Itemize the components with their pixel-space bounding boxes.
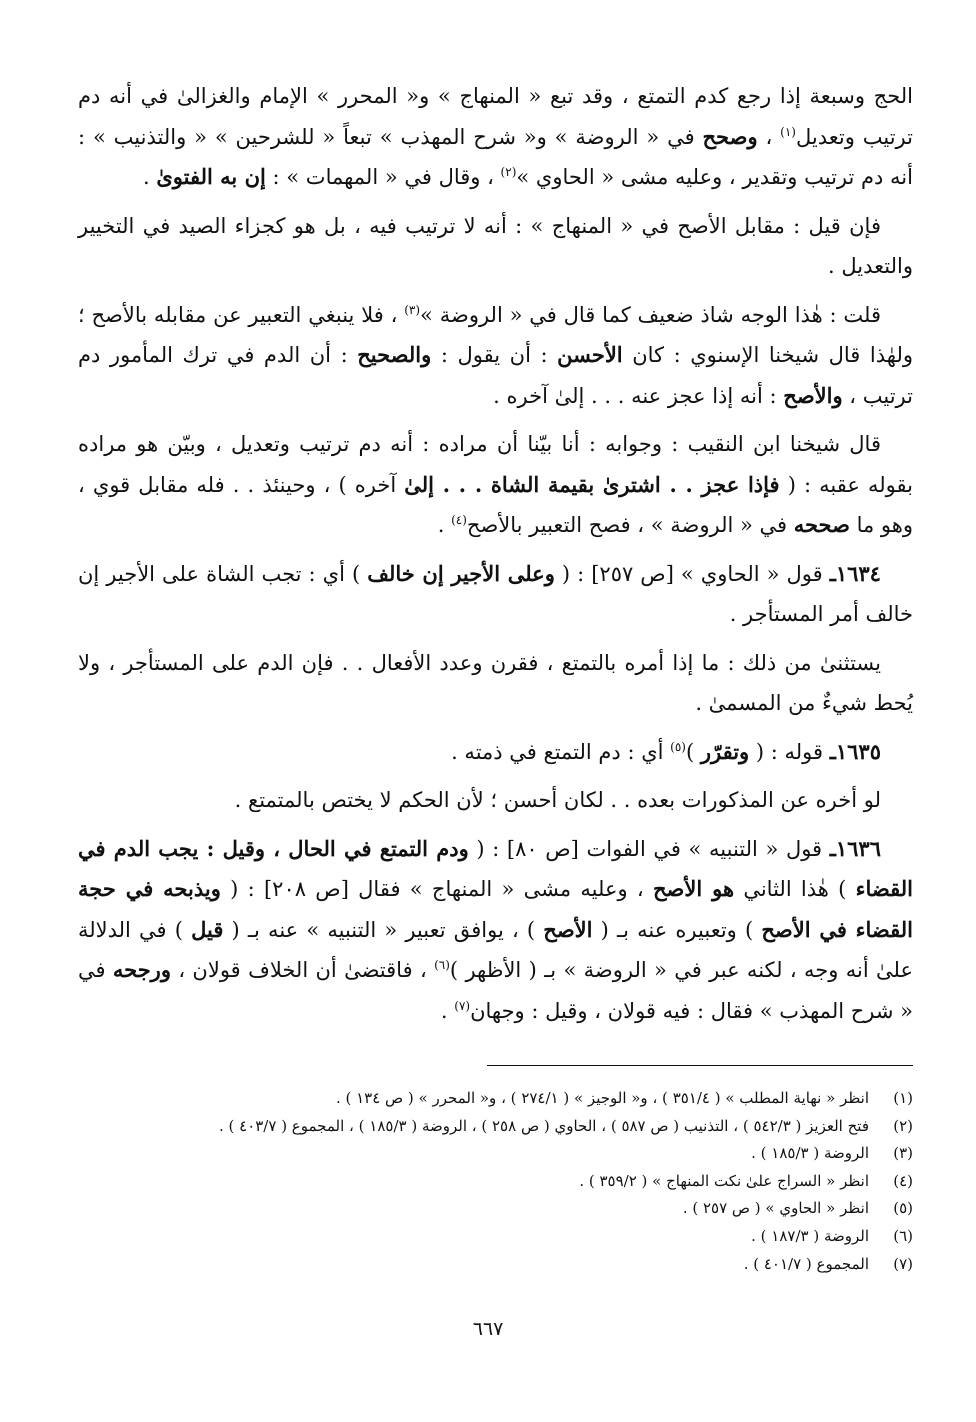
bold-text: والأصح [783, 382, 843, 408]
footnote-ref: (٤) [451, 513, 467, 527]
text-run: : أن الدم في ترك المأمور دم ترتيب ، [78, 343, 913, 408]
paragraph [78, 295, 913, 417]
text-run: ، وقال في « المهمات » : [265, 165, 501, 189]
footnote-number: (٧) [893, 1254, 913, 1273]
footnote-text: انظر « الحاوي » ( ص ٢٥٧ ) . [682, 1199, 869, 1218]
footnote-text: انظر « السراج علىٰ نكت المنهاج » ( ٣٥٩/٢ ) . [579, 1171, 869, 1190]
text-run: قلت : هٰذا الوجه شاذ ضعيف كما قال في « الروضة » [420, 302, 881, 327]
footnote-ref: (١) [780, 124, 796, 139]
text-run: ) هٰذا الثاني [734, 877, 856, 901]
footnote [78, 1113, 913, 1141]
text-run: . [143, 165, 157, 189]
text-run: في « شرح المهذب » فقال : فيه قولان ، وقيل : وجهان [78, 958, 913, 1023]
bold-text: ويذبحه في حجة القضاء في الأصح [78, 876, 913, 942]
bold-text: الأصح [543, 916, 593, 942]
footnote-ref: (٧) [454, 998, 471, 1013]
text-run: قول « التنبيه » في الفوات [ص ٨٠] : ( [468, 836, 830, 861]
text-run: فإن قيل : مقابل الأصح في « المنهاج » : أنه لا ترتيب فيه ، بل هو كجزاء الصيد في التخيير والتعديل . [78, 213, 913, 278]
footnote-text: الروضة ( ١٨٥/٣ ) . [751, 1144, 869, 1163]
bold-text: قيل [191, 916, 224, 942]
paragraph [78, 554, 913, 635]
footnotes [78, 1085, 913, 1278]
footnote-ref: (٢) [500, 165, 517, 179]
footnote [78, 1140, 913, 1168]
text-run: أي : دم التمتع في ذمته . [451, 739, 671, 764]
text-run: . [440, 998, 455, 1023]
page-number: ٦٦٧ [472, 1318, 504, 1340]
bold-text: والصحيح [357, 342, 432, 367]
text-run: ) ، يوافق تعبير « التنبيه » عنه بـ ( [223, 917, 544, 942]
footnote-number: (٤) [893, 1171, 913, 1190]
text-run: آخره ) ، وحينئذ . . فله مقابل قوي ، وهو ما [78, 472, 913, 537]
paragraph [78, 643, 913, 724]
footnote-ref: (٥) [670, 739, 686, 754]
bold-text: ١٦٣٥ـ [829, 738, 881, 764]
footnote [78, 1223, 913, 1251]
text-run: ) [685, 739, 701, 764]
footnote-number: (٣) [893, 1144, 913, 1163]
footnote-number: (٥) [893, 1199, 913, 1218]
text-run: يستثنىٰ من ذلك : ما إذا أمره بالتمتع ، فقرن وعدد الأفعال . . فإن الدم على المستأجر ، ولا يُحط شيءٌ من المسمىٰ . [78, 650, 913, 715]
bold-text: ودم التمتع في الحال ، وقيل : يجب الدم في القضاء [78, 835, 913, 901]
text-run: ، فلا ينبغي التعبير عن مقابله بالأصح ؛ ولهٰذا قال شيخنا الإسنوي : كان [78, 302, 913, 367]
text-run: لو أخره عن المذكورات بعده . . لكان أحسن ؛ لأن الحكم لا يختص بالمتمتع . [234, 788, 881, 812]
bold-text: ورجحه [112, 957, 171, 982]
text-run: : أن يقول : [431, 343, 558, 367]
text-run: الحج وسبعة إذا رجع كدم التمتع ، وقد تبع « المنهاج » و« المحرر » الإمام والغزالىٰ في أنه دم ترتيب وتعديل [78, 84, 913, 149]
paragraph [78, 780, 913, 821]
paragraph [78, 829, 913, 1032]
bold-text: ١٦٣٦ـ [829, 835, 881, 861]
text-run: . [437, 513, 452, 537]
paragraph [78, 732, 913, 773]
footnote-text: فتح العزيز ( ٥٤٢/٣ ) ، التذنيب ( ص ٥٨٧ ) ، الحاوي ( ص ٢٥٨ ) ، الروضة ( ١٨٥/٣ ) ، المجموع ( ٤٠٣/٧ ) . [218, 1116, 869, 1135]
text-run: في « الروضة » ، فصح التعبير بالأصح [466, 513, 794, 537]
main-text [78, 76, 913, 1031]
text-run: ) أي : تجب الشاة على الأجير إن خالف أمر المستأجر . [78, 561, 913, 626]
footnote-separator [487, 1065, 913, 1066]
bold-text: فإذا عجز . . اشترىٰ بقيمة الشاة . . . إلىٰ [404, 471, 780, 497]
footnote-text: الروضة ( ١٨٧/٣ ) . [751, 1226, 869, 1245]
text-run: ) في الدلالة علىٰ أنه وجه ، لكنه عبر في « الروضة » بـ ( الأظهر ) [78, 917, 913, 982]
footnote-text: المجموع ( ٤٠١/٧ ) . [743, 1254, 869, 1273]
bold-text: وعلى الأجير إن خالف [367, 560, 555, 586]
text-run: ، وعليه مشى « المنهاج » فقال [ص ٢٠٨] : ( [220, 877, 653, 901]
footnote [78, 1195, 913, 1223]
paragraph [78, 424, 913, 546]
text-run: قول « الحاوي » [ص ٢٥٧] : ( [554, 561, 830, 586]
footnote-number: (١) [893, 1089, 913, 1107]
text-run: ) وتعبيره عنه بـ ( [592, 917, 762, 942]
footnote [78, 1251, 913, 1279]
bold-text: وتقرّر [700, 738, 750, 764]
footnote-ref: (٣) [404, 302, 421, 317]
bold-text: إن به الفتوىٰ [156, 164, 266, 189]
text-run: قال شيخنا ابن النقيب : وجوابه : أنا بيّنا أن مراده : أنه دم ترتيب وتعديل ، وبيّن هو مراده بقوله عقبه : ( [78, 432, 913, 497]
footnote [78, 1085, 913, 1113]
text-run: قوله : ( [749, 739, 830, 764]
text-run: في « الروضة » و« شرح المهذب » تبعاً « للشرحين » « والتذنيب » : أنه دم ترتيب وتقدير ، وعليه مشى « الحاوي » [78, 124, 913, 189]
footnote-text: انظر « نهاية المطلب » ( ٣٥١/٤ ) ، و« الوجيز » ( ٢٧٤/١ ) ، و« المحرر » ( ص ١٣٤ ) . [335, 1089, 869, 1107]
bold-text: الأحسن [557, 342, 623, 367]
footnote-number: (٢) [893, 1116, 913, 1135]
bold-text: صححه [793, 512, 850, 537]
footnote [78, 1168, 913, 1196]
bold-text: ١٦٣٤ـ [829, 560, 881, 586]
text-run: ، [757, 124, 781, 149]
footnote-ref: (٦) [434, 958, 450, 972]
paragraph [78, 76, 913, 198]
bold-text: وصحح [702, 123, 758, 149]
paragraph [78, 206, 913, 287]
footnote-number: (٦) [893, 1226, 913, 1245]
text-run: ، فاقتضىٰ أن الخلاف قولان ، [170, 958, 435, 982]
bold-text: هو الأصح [653, 876, 735, 901]
text-run: : أنه إذا عجز عنه . . . إلىٰ آخره . [493, 383, 784, 408]
page-body [78, 76, 913, 1396]
